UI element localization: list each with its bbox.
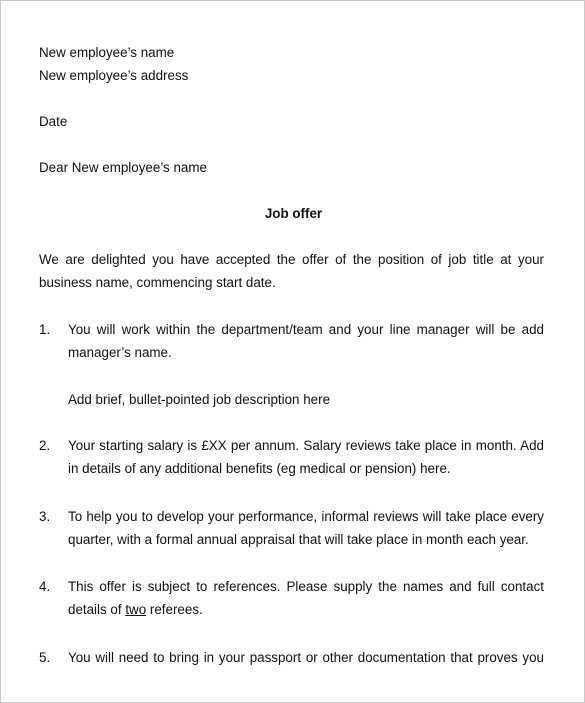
job-description-placeholder: [39, 388, 544, 411]
letter-title: Job offer: [264, 206, 323, 221]
list-item-line-2: quarter, with a formal annual appraisal that will take place in month each year.: [68, 532, 529, 547]
list-item-1: [39, 318, 544, 364]
list-item-number: 5.: [39, 650, 51, 665]
list-item-4: [39, 575, 544, 621]
list-item-line-2: in details of any additional benefits (eg medical or pension) here.: [68, 461, 451, 476]
list-item-line-1: You will need to bring in your passport or other documentation that proves you: [68, 650, 544, 665]
referees-count-underlined: two: [125, 602, 147, 617]
intro-paragraph: [39, 248, 544, 294]
list-item-number: 1.: [39, 322, 51, 337]
list-item-line-1: To help you to develop your performance, informal reviews will take place every: [68, 509, 544, 524]
list-item-line-1: Your starting salary is £XX per annum. Salary reviews take place in month. Add: [68, 438, 544, 453]
recipient-name: New employee’s name: [39, 45, 175, 60]
letter-date: Date: [39, 114, 68, 129]
intro-line-2: business name, commencing start date.: [39, 275, 276, 290]
list-item-number: 2.: [39, 438, 51, 453]
list-item-number: 3.: [39, 509, 51, 524]
list-item-5: [39, 646, 544, 669]
list-item-number: 4.: [39, 579, 51, 594]
referees-text-pre: details of: [68, 602, 126, 617]
intro-line-1: We are delighted you have accepted the offer of the position of job title at your: [39, 252, 544, 267]
recipient-address: New employee’s address: [39, 68, 189, 83]
list-item-line-2: manager’s name.: [68, 345, 172, 360]
list-item-line-1: This offer is subject to references. Please supply the names and full contact: [68, 579, 544, 594]
list-item-line-2: [68, 598, 544, 621]
job-description-text: Add brief, bullet-pointed job description here: [68, 392, 331, 407]
list-item-line-1: You will work within the department/team and your line manager will be add: [68, 322, 544, 337]
referees-text-post: referees.: [146, 602, 203, 617]
list-item-2: [39, 434, 544, 480]
salutation: Dear New employee’s name: [39, 160, 207, 175]
list-item-3: [39, 505, 544, 551]
